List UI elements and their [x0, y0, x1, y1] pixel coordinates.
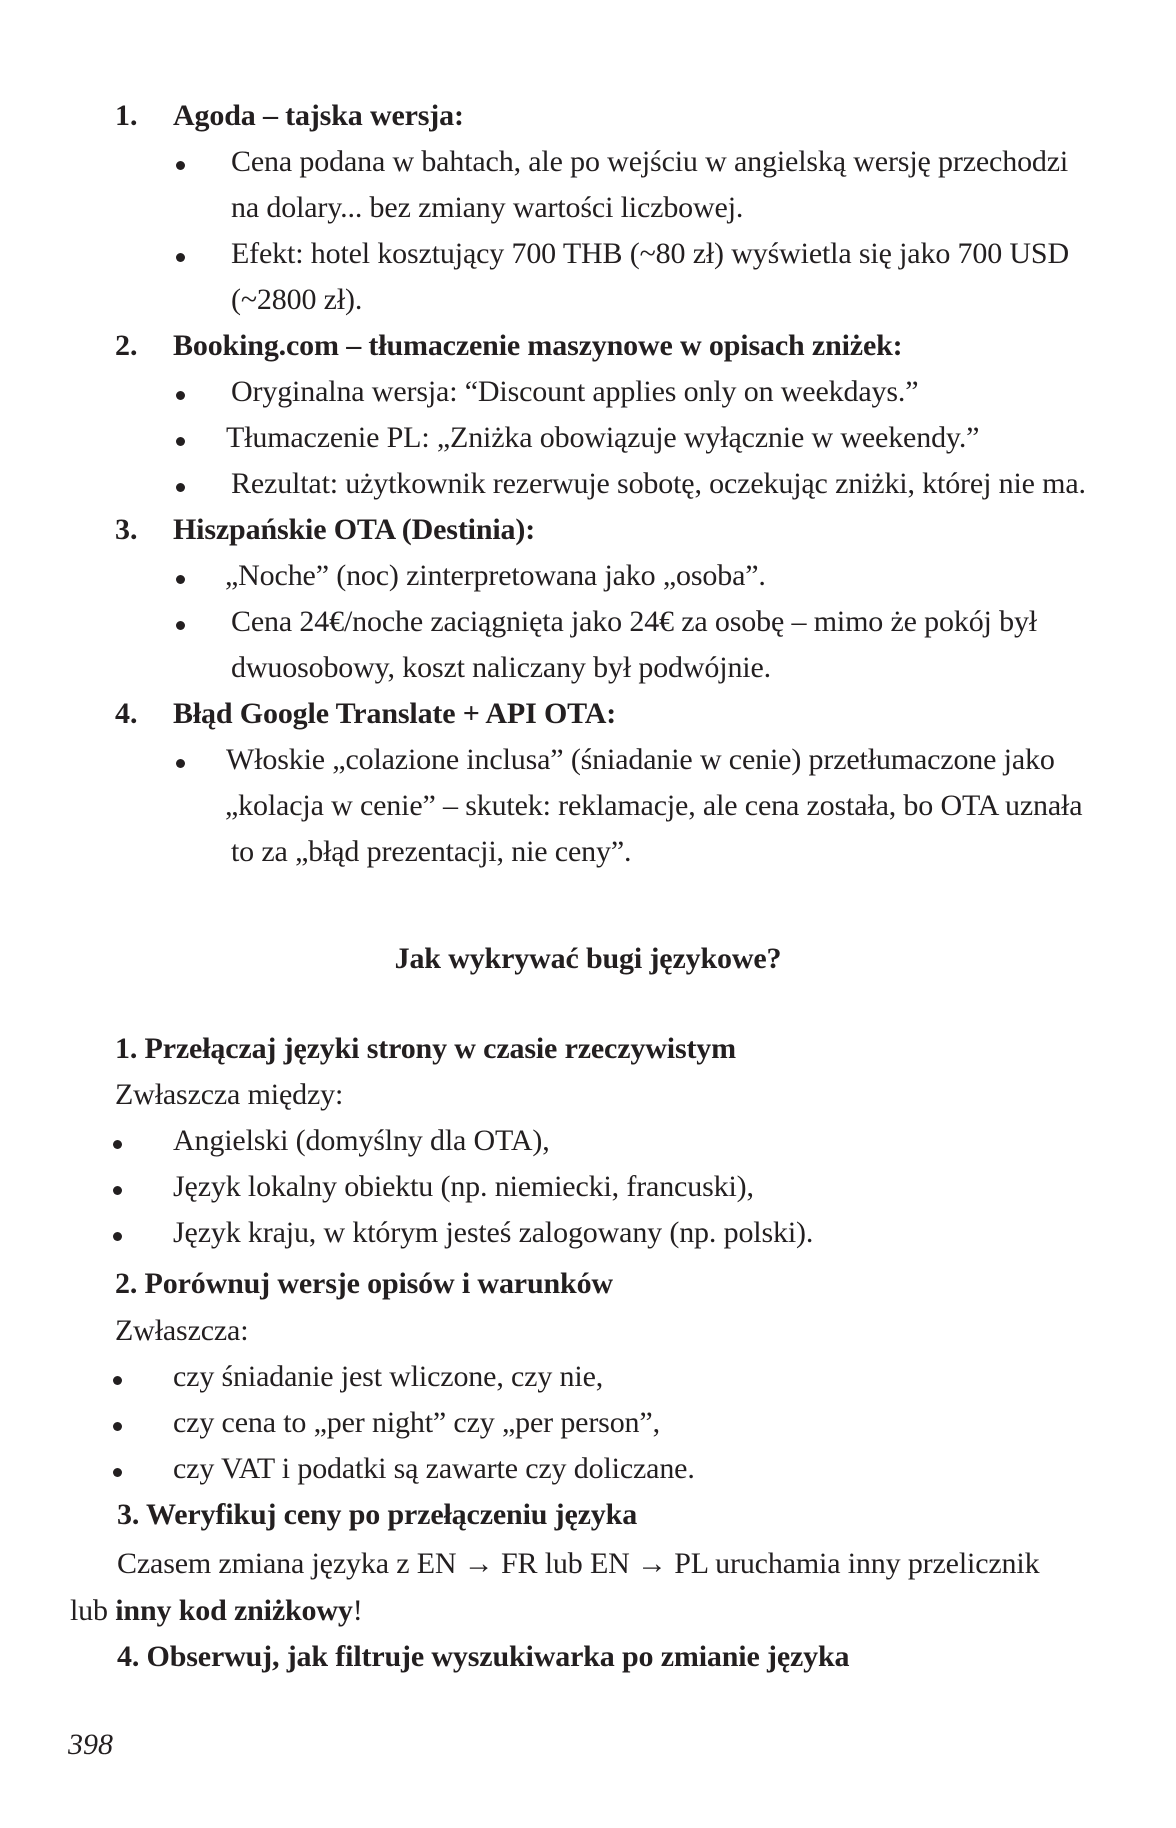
- bullet-text: Angielski (domyślny dla OTA),: [173, 1124, 550, 1157]
- page-number: 398: [68, 1728, 113, 1761]
- bullet-icon: [113, 1186, 122, 1195]
- bullet-icon: [176, 161, 185, 170]
- bullet-icon: [113, 1376, 122, 1385]
- bullet-icon: [176, 759, 185, 768]
- bullet-text: Rezultat: użytkownik rezerwuje sobotę, oczekując zniżki, której nie ma.: [231, 467, 1086, 500]
- bullet-text-continued: dwuosobowy, koszt naliczany był podwójnie.: [231, 651, 771, 684]
- item-number: 1.: [115, 99, 138, 132]
- bullet-text-continued: „kolacja w cenie” – skutek: reklamacje, ale cena została, bo OTA uznała: [225, 789, 1083, 822]
- bullet-icon: [176, 437, 185, 446]
- bullet-icon: [176, 621, 185, 630]
- bullet-text-continued: (~2800 zł).: [231, 283, 363, 316]
- item-title: Agoda – tajska wersja:: [173, 99, 464, 132]
- bullet-icon: [176, 483, 185, 492]
- step-title: 4. Obserwuj, jak filtruje wyszukiwarka po zmianie języka: [117, 1640, 850, 1673]
- emphasis-discount-code: inny kod zniżkowy: [115, 1594, 353, 1627]
- bullet-text: Język lokalny obiektu (np. niemiecki, francuski),: [173, 1170, 754, 1203]
- bullet-text: czy śniadanie jest wliczone, czy nie,: [173, 1360, 604, 1393]
- step-text-suffix: !: [352, 1594, 363, 1627]
- bullet-icon: [113, 1140, 122, 1149]
- bullet-text: Język kraju, w którym jesteś zalogowany (np. polski).: [173, 1216, 814, 1249]
- bullet-icon: [113, 1232, 122, 1241]
- step-title: 1. Przełączaj języki strony w czasie rzeczywistym: [115, 1032, 736, 1065]
- bullet-text: Oryginalna wersja: “Discount applies only on weekdays.”: [231, 375, 919, 408]
- bullet-icon: [113, 1468, 122, 1477]
- step-intro: Zwłaszcza między:: [115, 1078, 344, 1111]
- step-title: 3. Weryfikuj ceny po przełączeniu języka: [117, 1498, 638, 1531]
- bullet-icon: [176, 391, 185, 400]
- bullet-icon: [176, 575, 185, 584]
- bullet-text: Włoskie „colazione inclusa” (śniadanie w cenie) przetłumaczone jako: [226, 743, 1055, 776]
- bullet-text: Cena 24€/noche zaciągnięta jako 24€ za osobę – mimo że pokój był: [231, 605, 1037, 638]
- step-title: 2. Porównuj wersje opisów i warunków: [115, 1267, 613, 1300]
- bullet-icon: [176, 253, 185, 262]
- bullet-text: „Noche” (noc) zinterpretowana jako „osoba”.: [225, 559, 766, 592]
- bullet-text: Tłumaczenie PL: „Zniżka obowiązuje wyłącznie w weekendy.”: [226, 421, 980, 454]
- bullet-text: Efekt: hotel kosztujący 700 THB (~80 zł) wyświetla się jako 700 USD: [231, 237, 1069, 270]
- bullet-text-continued: to za „błąd prezentacji, nie ceny”.: [231, 835, 632, 868]
- step-intro: Zwłaszcza:: [115, 1314, 249, 1347]
- step-text-prefix: lub: [70, 1594, 116, 1627]
- bullet-text: czy VAT i podatki są zawarte czy doliczane.: [173, 1452, 695, 1485]
- bullet-text: czy cena to „per night” czy „per person”,: [173, 1406, 660, 1439]
- step-text: Czasem zmiana języka z EN → FR lub EN → PL uruchamia inny przelicznik: [117, 1547, 1040, 1580]
- section-heading: Jak wykrywać bugi językowe?: [394, 942, 782, 975]
- item-title: Booking.com – tłumaczenie maszynowe w opisach zniżek:: [173, 329, 903, 362]
- item-number: 4.: [115, 697, 138, 730]
- item-title: Błąd Google Translate + API OTA:: [173, 697, 617, 730]
- step-text-continued: [70, 1588, 363, 1634]
- item-title: Hiszpańskie OTA (Destinia):: [173, 513, 536, 546]
- bullet-text-continued: na dolary... bez zmiany wartości liczbowej.: [231, 191, 744, 224]
- item-number: 2.: [115, 329, 138, 362]
- item-number: 3.: [115, 513, 138, 546]
- bullet-text: Cena podana w bahtach, ale po wejściu w angielską wersję przechodzi: [231, 145, 1069, 178]
- bullet-icon: [113, 1422, 122, 1431]
